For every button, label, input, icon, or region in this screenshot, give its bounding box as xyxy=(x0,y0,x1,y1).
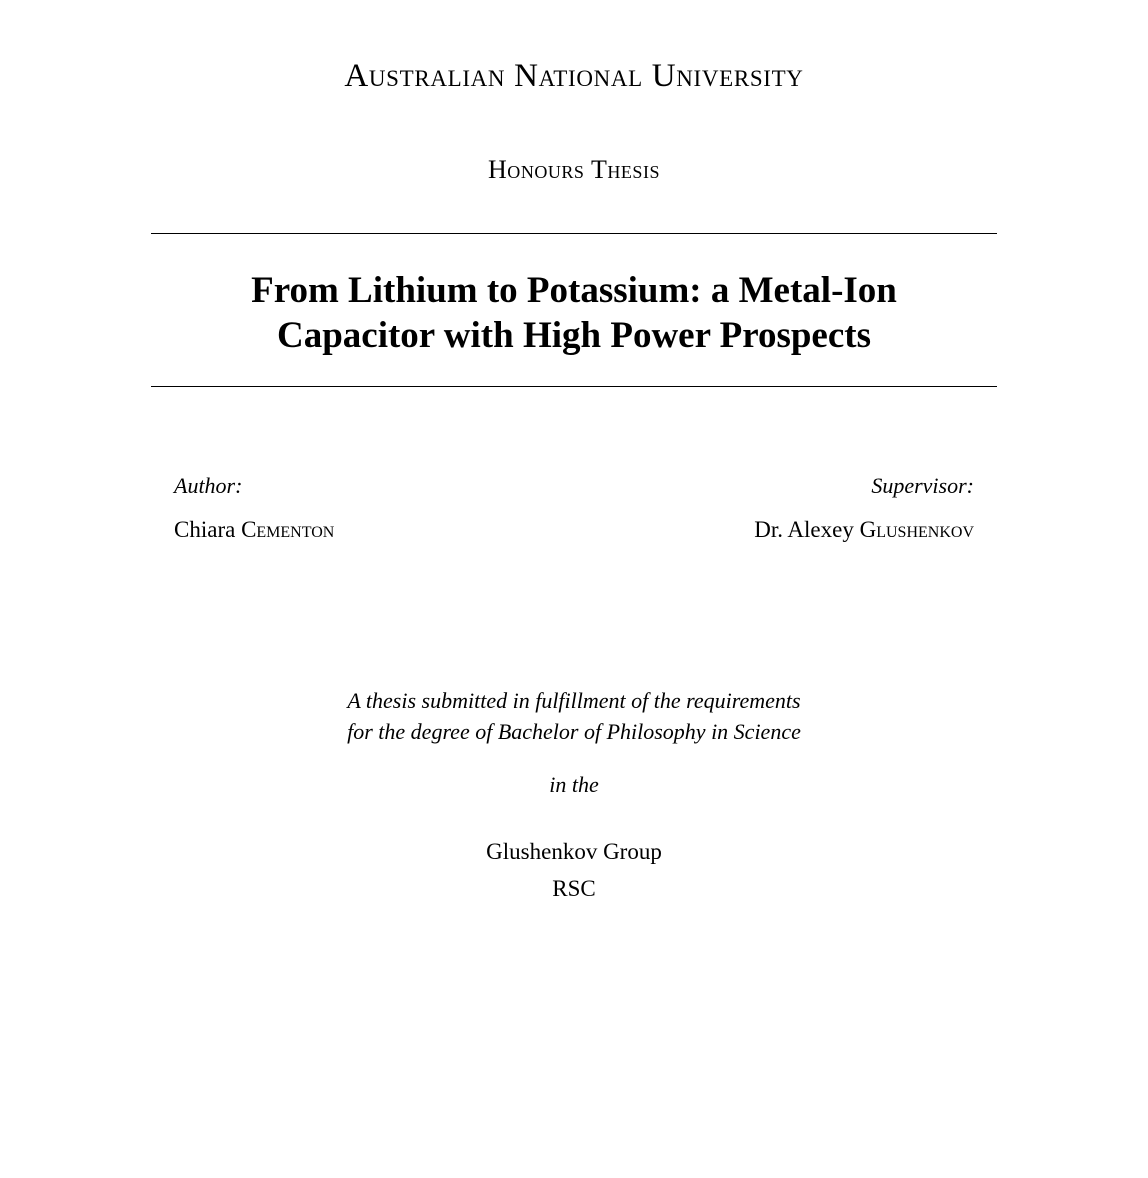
supervisor-name xyxy=(754,517,974,543)
submission-statement-line-1: A thesis submitted in fulfillment of the requirements xyxy=(347,687,801,713)
author-last-name: Cementon xyxy=(241,516,335,542)
page-title-line-1: From Lithium to Potassium: a Metal-Ion xyxy=(251,269,897,311)
submission-statement-line-2: for the degree of Bachelor of Philosophy in Science xyxy=(347,718,801,744)
supervisor-block xyxy=(754,473,974,542)
supervisor-first-name: Dr. Alexey xyxy=(754,516,854,542)
page-title-line-2: Capacitor with High Power Prospects xyxy=(276,315,871,357)
title-page xyxy=(0,58,1148,1178)
department: RSC xyxy=(552,875,596,901)
supervisor-role-label: Supervisor: xyxy=(871,473,974,499)
university-name: Australian National University xyxy=(344,58,804,94)
author-role-label: Author: xyxy=(174,473,243,499)
research-group: Glushenkov Group xyxy=(486,839,662,864)
author-first-name: Chiara xyxy=(174,516,236,542)
author-name xyxy=(174,517,334,543)
contributors xyxy=(174,387,974,542)
author-block xyxy=(174,473,334,542)
supervisor-last-name: Glushenkov xyxy=(859,516,974,542)
page-title xyxy=(144,234,1004,358)
thesis-type: Honours Thesis xyxy=(488,155,660,185)
in-the-label: in the xyxy=(549,772,599,797)
submission-statement xyxy=(0,685,1148,747)
